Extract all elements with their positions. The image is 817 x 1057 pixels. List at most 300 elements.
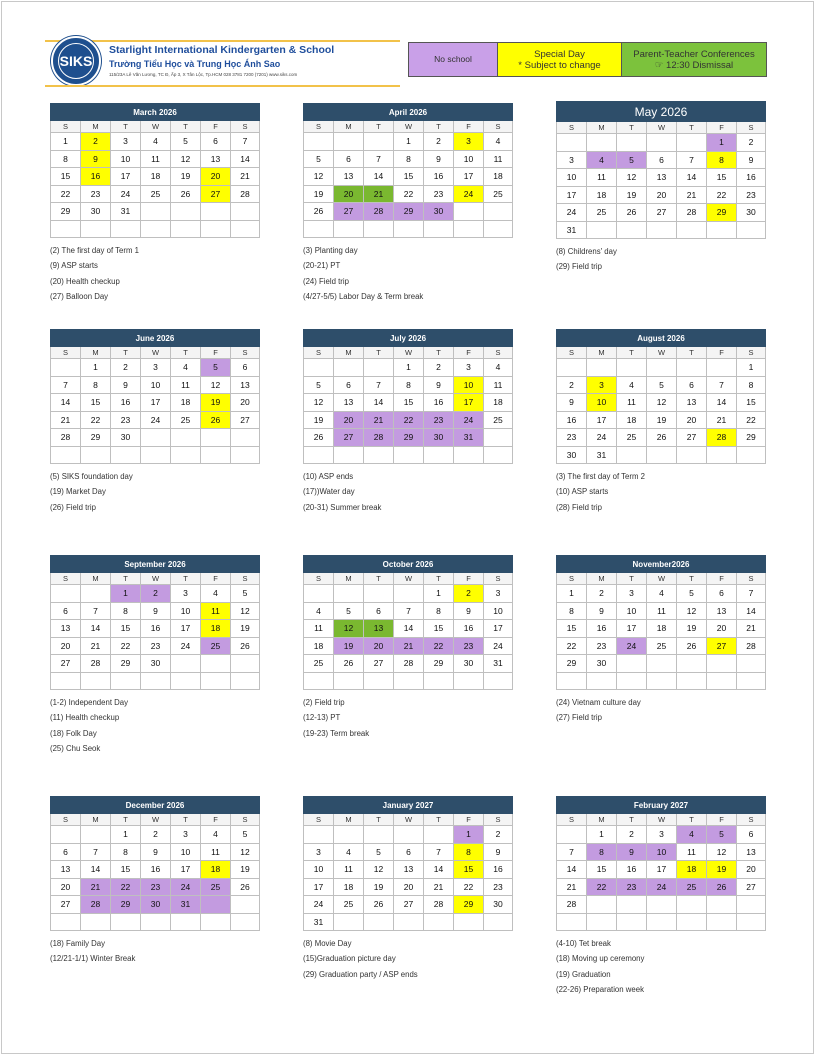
day-cell: 10 xyxy=(453,377,483,395)
week-row xyxy=(303,879,513,897)
month-calendar xyxy=(556,101,766,275)
event-note: (3) The first day of Term 2 xyxy=(556,472,645,481)
weekday-label: S xyxy=(483,347,513,359)
weekday-label: W xyxy=(393,121,423,133)
day-cell: 14 xyxy=(423,861,453,879)
weekday-label: T xyxy=(676,122,706,134)
day-cell: 27 xyxy=(706,638,736,656)
day-cell: 12 xyxy=(230,844,260,862)
empty-day-cell xyxy=(483,203,513,221)
empty-day-cell xyxy=(230,655,260,673)
day-cell: 12 xyxy=(363,861,393,879)
empty-day-cell xyxy=(676,673,706,691)
empty-day-cell xyxy=(200,673,230,691)
day-cell: 23 xyxy=(586,638,616,656)
weekday-label: S xyxy=(483,573,513,585)
empty-day-cell xyxy=(50,826,80,844)
day-cell: 8 xyxy=(393,377,423,395)
day-cell: 15 xyxy=(110,861,140,879)
empty-day-cell xyxy=(333,673,363,691)
week-row xyxy=(303,168,513,186)
day-cell: 2 xyxy=(453,585,483,603)
weekday-header-row xyxy=(50,573,260,585)
week-row xyxy=(303,844,513,862)
day-cell: 30 xyxy=(586,655,616,673)
empty-day-cell xyxy=(706,914,736,932)
empty-day-cell xyxy=(483,673,513,691)
event-note: (12-13) PT xyxy=(303,713,341,723)
month-calendar xyxy=(303,796,513,982)
day-cell: 14 xyxy=(556,861,586,879)
empty-day-cell xyxy=(80,826,110,844)
week-row xyxy=(50,429,260,447)
day-cell: 19 xyxy=(170,168,200,186)
day-cell: 5 xyxy=(170,133,200,151)
day-cell: 26 xyxy=(303,429,333,447)
week-row xyxy=(303,151,513,169)
weekday-label: M xyxy=(333,814,363,826)
school-address: 115/23A Lê Văn Lương, TC Đ, Ấp 3, X Tân Lộc, Tp.HCM 028 3781 7200 (7201) www.siks.com xyxy=(109,72,298,77)
month-calendar xyxy=(50,555,260,757)
empty-day-cell xyxy=(736,673,766,691)
day-cell: 5 xyxy=(676,585,706,603)
empty-day-cell xyxy=(50,914,80,932)
week-row xyxy=(50,585,260,603)
empty-day-cell xyxy=(363,359,393,377)
month-calendar xyxy=(556,329,766,515)
week-row xyxy=(50,620,260,638)
event-note: (4-10) Tet break xyxy=(556,939,611,948)
day-cell: 14 xyxy=(676,169,706,187)
day-cell: 28 xyxy=(80,655,110,673)
day-cell: 15 xyxy=(110,620,140,638)
day-cell: 24 xyxy=(170,638,200,656)
day-cell: 28 xyxy=(736,638,766,656)
empty-day-cell xyxy=(200,914,230,932)
day-cell: 15 xyxy=(80,394,110,412)
day-cell: 18 xyxy=(483,394,513,412)
event-note: (12/21-1/1) Winter Break xyxy=(50,954,136,964)
empty-day-cell xyxy=(706,359,736,377)
day-cell: 16 xyxy=(140,620,170,638)
event-note: (8) Childrens' day xyxy=(556,247,617,256)
empty-day-cell xyxy=(140,673,170,691)
day-cell: 13 xyxy=(363,620,393,638)
week-row xyxy=(50,447,260,465)
weekday-header-row xyxy=(556,814,766,826)
weekday-label: W xyxy=(393,814,423,826)
day-cell: 11 xyxy=(200,603,230,621)
empty-day-cell xyxy=(676,914,706,932)
day-cell: 4 xyxy=(483,133,513,151)
empty-day-cell xyxy=(230,673,260,691)
day-cell: 22 xyxy=(393,412,423,430)
empty-day-cell xyxy=(170,221,200,239)
day-cell: 17 xyxy=(646,861,676,879)
legend-ptc-note: ☞ 12:30 Dismissal xyxy=(654,59,734,71)
weekday-label: T xyxy=(170,573,200,585)
week-row xyxy=(303,429,513,447)
week-row xyxy=(556,914,766,932)
day-cell: 3 xyxy=(483,585,513,603)
day-cell: 1 xyxy=(586,826,616,844)
event-note: (26) Field trip xyxy=(50,502,96,512)
day-cell: 26 xyxy=(646,429,676,447)
week-row xyxy=(556,394,766,412)
header-bottom-rule xyxy=(45,85,400,87)
week-row xyxy=(50,826,260,844)
day-cell: 8 xyxy=(706,152,736,170)
day-cell: 12 xyxy=(200,377,230,395)
week-row xyxy=(556,134,766,152)
weekday-label: S xyxy=(736,573,766,585)
day-cell: 22 xyxy=(586,879,616,897)
day-cell: 19 xyxy=(333,638,363,656)
day-cell: 20 xyxy=(736,861,766,879)
day-cell: 8 xyxy=(556,603,586,621)
week-row xyxy=(556,377,766,395)
weekday-label: T xyxy=(423,573,453,585)
day-cell: 6 xyxy=(50,844,80,862)
day-cell: 9 xyxy=(483,844,513,862)
day-cell: 21 xyxy=(363,186,393,204)
legend-no-school xyxy=(408,42,498,77)
weekday-label: F xyxy=(706,814,736,826)
legend-special-day xyxy=(497,42,622,77)
day-cell: 30 xyxy=(736,204,766,222)
day-cell: 29 xyxy=(736,429,766,447)
day-cell: 14 xyxy=(363,394,393,412)
weekday-label: S xyxy=(556,122,586,134)
day-cell: 22 xyxy=(706,187,736,205)
month-title: March 2026 xyxy=(50,103,260,121)
day-cell: 20 xyxy=(230,394,260,412)
weekday-label: W xyxy=(646,347,676,359)
day-cell: 31 xyxy=(303,914,333,932)
empty-day-cell xyxy=(110,447,140,465)
school-header xyxy=(45,36,400,87)
day-cell: 24 xyxy=(556,204,586,222)
day-cell: 6 xyxy=(333,377,363,395)
day-cell: 3 xyxy=(453,133,483,151)
week-row xyxy=(50,168,260,186)
empty-day-cell xyxy=(556,826,586,844)
day-cell: 20 xyxy=(676,412,706,430)
weekday-label: M xyxy=(586,814,616,826)
day-cell: 11 xyxy=(646,603,676,621)
day-cell: 25 xyxy=(333,896,363,914)
week-row xyxy=(50,896,260,914)
day-cell: 8 xyxy=(50,151,80,169)
day-cell: 10 xyxy=(556,169,586,187)
weekday-label: S xyxy=(50,347,80,359)
weekday-label: S xyxy=(230,121,260,133)
weekday-label: F xyxy=(706,573,736,585)
day-cell: 8 xyxy=(110,844,140,862)
day-cell: 17 xyxy=(303,879,333,897)
day-cell: 5 xyxy=(303,377,333,395)
day-cell: 10 xyxy=(586,394,616,412)
day-cell: 21 xyxy=(736,620,766,638)
day-cell: 5 xyxy=(303,151,333,169)
day-cell: 7 xyxy=(706,377,736,395)
empty-day-cell xyxy=(616,359,646,377)
week-row xyxy=(50,359,260,377)
day-cell: 27 xyxy=(230,412,260,430)
empty-day-cell xyxy=(140,221,170,239)
week-row xyxy=(556,222,766,240)
empty-day-cell xyxy=(170,655,200,673)
empty-day-cell xyxy=(616,134,646,152)
month-title: November2026 xyxy=(556,555,766,573)
empty-day-cell xyxy=(170,429,200,447)
weekday-label: S xyxy=(230,347,260,359)
day-cell: 24 xyxy=(453,186,483,204)
day-cell: 2 xyxy=(110,359,140,377)
empty-day-cell xyxy=(676,896,706,914)
day-cell: 24 xyxy=(453,412,483,430)
day-cell: 23 xyxy=(556,429,586,447)
event-note: (25) Chu Seok xyxy=(50,744,101,754)
empty-day-cell xyxy=(200,655,230,673)
day-cell: 8 xyxy=(80,377,110,395)
month-title: December 2026 xyxy=(50,796,260,814)
empty-day-cell xyxy=(676,655,706,673)
day-cell: 9 xyxy=(110,377,140,395)
empty-day-cell xyxy=(586,896,616,914)
day-cell: 21 xyxy=(393,638,423,656)
empty-day-cell xyxy=(706,655,736,673)
day-cell: 17 xyxy=(110,168,140,186)
day-cell: 29 xyxy=(393,203,423,221)
day-cell: 5 xyxy=(333,603,363,621)
day-cell: 6 xyxy=(646,152,676,170)
day-cell: 29 xyxy=(80,429,110,447)
empty-day-cell xyxy=(616,673,646,691)
day-cell: 5 xyxy=(706,826,736,844)
day-cell: 9 xyxy=(140,844,170,862)
day-cell: 17 xyxy=(483,620,513,638)
day-cell: 4 xyxy=(333,844,363,862)
week-row xyxy=(556,844,766,862)
empty-day-cell xyxy=(676,447,706,465)
weekday-label: T xyxy=(423,121,453,133)
day-cell: 24 xyxy=(586,429,616,447)
empty-day-cell xyxy=(556,134,586,152)
event-note: (4/27-5/5) Labor Day & Term break xyxy=(303,292,424,302)
empty-day-cell xyxy=(303,221,333,239)
weekday-label: T xyxy=(170,814,200,826)
weekday-label: S xyxy=(736,347,766,359)
day-cell: 30 xyxy=(423,203,453,221)
day-cell: 27 xyxy=(646,204,676,222)
empty-day-cell xyxy=(110,221,140,239)
day-cell: 23 xyxy=(736,187,766,205)
weekday-label: T xyxy=(363,347,393,359)
week-row xyxy=(303,377,513,395)
day-cell: 28 xyxy=(363,203,393,221)
month-event-notes xyxy=(556,469,766,515)
empty-day-cell xyxy=(423,673,453,691)
day-cell: 28 xyxy=(393,655,423,673)
empty-day-cell xyxy=(646,359,676,377)
weekday-label: T xyxy=(170,347,200,359)
empty-day-cell xyxy=(140,429,170,447)
day-cell: 31 xyxy=(110,203,140,221)
day-cell: 19 xyxy=(616,187,646,205)
month-calendar xyxy=(556,796,766,998)
day-cell: 2 xyxy=(556,377,586,395)
month-event-notes xyxy=(303,936,513,982)
weekday-header-row xyxy=(556,347,766,359)
weekday-header-row xyxy=(50,121,260,133)
weekday-header-row xyxy=(303,573,513,585)
day-cell: 9 xyxy=(586,603,616,621)
weekday-label: W xyxy=(393,573,423,585)
day-cell: 3 xyxy=(110,133,140,151)
day-cell: 9 xyxy=(453,603,483,621)
day-cell: 1 xyxy=(556,585,586,603)
event-note: (11) Health checkup xyxy=(50,713,120,723)
empty-day-cell xyxy=(80,221,110,239)
day-cell: 30 xyxy=(453,655,483,673)
month-event-notes xyxy=(303,469,513,515)
day-cell: 26 xyxy=(363,896,393,914)
day-cell: 22 xyxy=(736,412,766,430)
empty-day-cell xyxy=(110,914,140,932)
day-cell: 26 xyxy=(706,879,736,897)
empty-day-cell xyxy=(423,826,453,844)
week-row xyxy=(303,603,513,621)
day-cell: 3 xyxy=(646,826,676,844)
day-cell: 21 xyxy=(230,168,260,186)
weekday-label: T xyxy=(676,814,706,826)
week-row xyxy=(303,896,513,914)
day-cell: 30 xyxy=(80,203,110,221)
week-row xyxy=(50,203,260,221)
day-cell: 5 xyxy=(200,359,230,377)
day-cell: 1 xyxy=(736,359,766,377)
week-row xyxy=(303,620,513,638)
day-cell: 30 xyxy=(140,896,170,914)
week-row xyxy=(303,221,513,239)
weekday-label: M xyxy=(80,573,110,585)
empty-day-cell xyxy=(483,429,513,447)
day-cell: 9 xyxy=(556,394,586,412)
empty-day-cell xyxy=(556,359,586,377)
day-cell: 11 xyxy=(483,151,513,169)
weekday-label: S xyxy=(556,814,586,826)
week-row xyxy=(556,879,766,897)
empty-day-cell xyxy=(676,222,706,240)
day-cell: 21 xyxy=(423,879,453,897)
weekday-label: T xyxy=(170,121,200,133)
weekday-label: S xyxy=(483,814,513,826)
day-cell: 24 xyxy=(646,879,676,897)
empty-day-cell xyxy=(363,447,393,465)
empty-day-cell xyxy=(736,655,766,673)
week-row xyxy=(50,914,260,932)
day-cell: 29 xyxy=(393,429,423,447)
empty-day-cell xyxy=(646,222,676,240)
empty-day-cell xyxy=(230,896,260,914)
empty-day-cell xyxy=(140,914,170,932)
day-cell: 3 xyxy=(556,152,586,170)
empty-day-cell xyxy=(736,222,766,240)
day-cell: 4 xyxy=(676,826,706,844)
weekday-label: W xyxy=(140,814,170,826)
day-cell: 31 xyxy=(453,429,483,447)
day-cell: 2 xyxy=(483,826,513,844)
day-cell: 6 xyxy=(393,844,423,862)
empty-day-cell xyxy=(200,896,230,914)
day-cell: 5 xyxy=(616,152,646,170)
weekday-label: W xyxy=(393,347,423,359)
day-cell: 28 xyxy=(676,204,706,222)
day-cell: 29 xyxy=(110,896,140,914)
event-note: (24) Vietnam culture day xyxy=(556,698,641,707)
empty-day-cell xyxy=(110,673,140,691)
day-cell: 21 xyxy=(80,879,110,897)
weekday-label: S xyxy=(556,347,586,359)
day-cell: 19 xyxy=(230,861,260,879)
day-cell: 25 xyxy=(170,412,200,430)
month-event-notes xyxy=(50,936,260,967)
week-row xyxy=(50,394,260,412)
day-cell: 29 xyxy=(706,204,736,222)
weekday-label: F xyxy=(453,347,483,359)
day-cell: 30 xyxy=(556,447,586,465)
empty-day-cell xyxy=(646,914,676,932)
day-cell: 4 xyxy=(200,585,230,603)
week-row xyxy=(303,412,513,430)
day-cell: 4 xyxy=(586,152,616,170)
weekday-label: S xyxy=(303,121,333,133)
month-title: July 2026 xyxy=(303,329,513,347)
day-cell: 16 xyxy=(453,620,483,638)
weekday-label: T xyxy=(616,814,646,826)
day-cell: 18 xyxy=(586,187,616,205)
day-cell: 23 xyxy=(483,879,513,897)
weekday-header-row xyxy=(303,121,513,133)
day-cell: 11 xyxy=(676,844,706,862)
day-cell: 4 xyxy=(646,585,676,603)
day-cell: 27 xyxy=(333,429,363,447)
empty-day-cell xyxy=(483,221,513,239)
weekday-label: S xyxy=(303,573,333,585)
weekday-label: M xyxy=(333,347,363,359)
day-cell: 10 xyxy=(303,861,333,879)
day-cell: 11 xyxy=(586,169,616,187)
day-cell: 31 xyxy=(586,447,616,465)
day-cell: 29 xyxy=(50,203,80,221)
day-cell: 16 xyxy=(80,168,110,186)
empty-day-cell xyxy=(170,914,200,932)
empty-day-cell xyxy=(50,447,80,465)
weekday-label: M xyxy=(80,814,110,826)
day-cell: 6 xyxy=(706,585,736,603)
day-cell: 20 xyxy=(50,638,80,656)
day-cell: 21 xyxy=(706,412,736,430)
empty-day-cell xyxy=(586,222,616,240)
weekday-label: F xyxy=(706,347,736,359)
week-row xyxy=(556,620,766,638)
empty-day-cell xyxy=(453,203,483,221)
month-title: April 2026 xyxy=(303,103,513,121)
day-cell: 1 xyxy=(393,133,423,151)
month-title: January 2027 xyxy=(303,796,513,814)
week-row xyxy=(50,638,260,656)
